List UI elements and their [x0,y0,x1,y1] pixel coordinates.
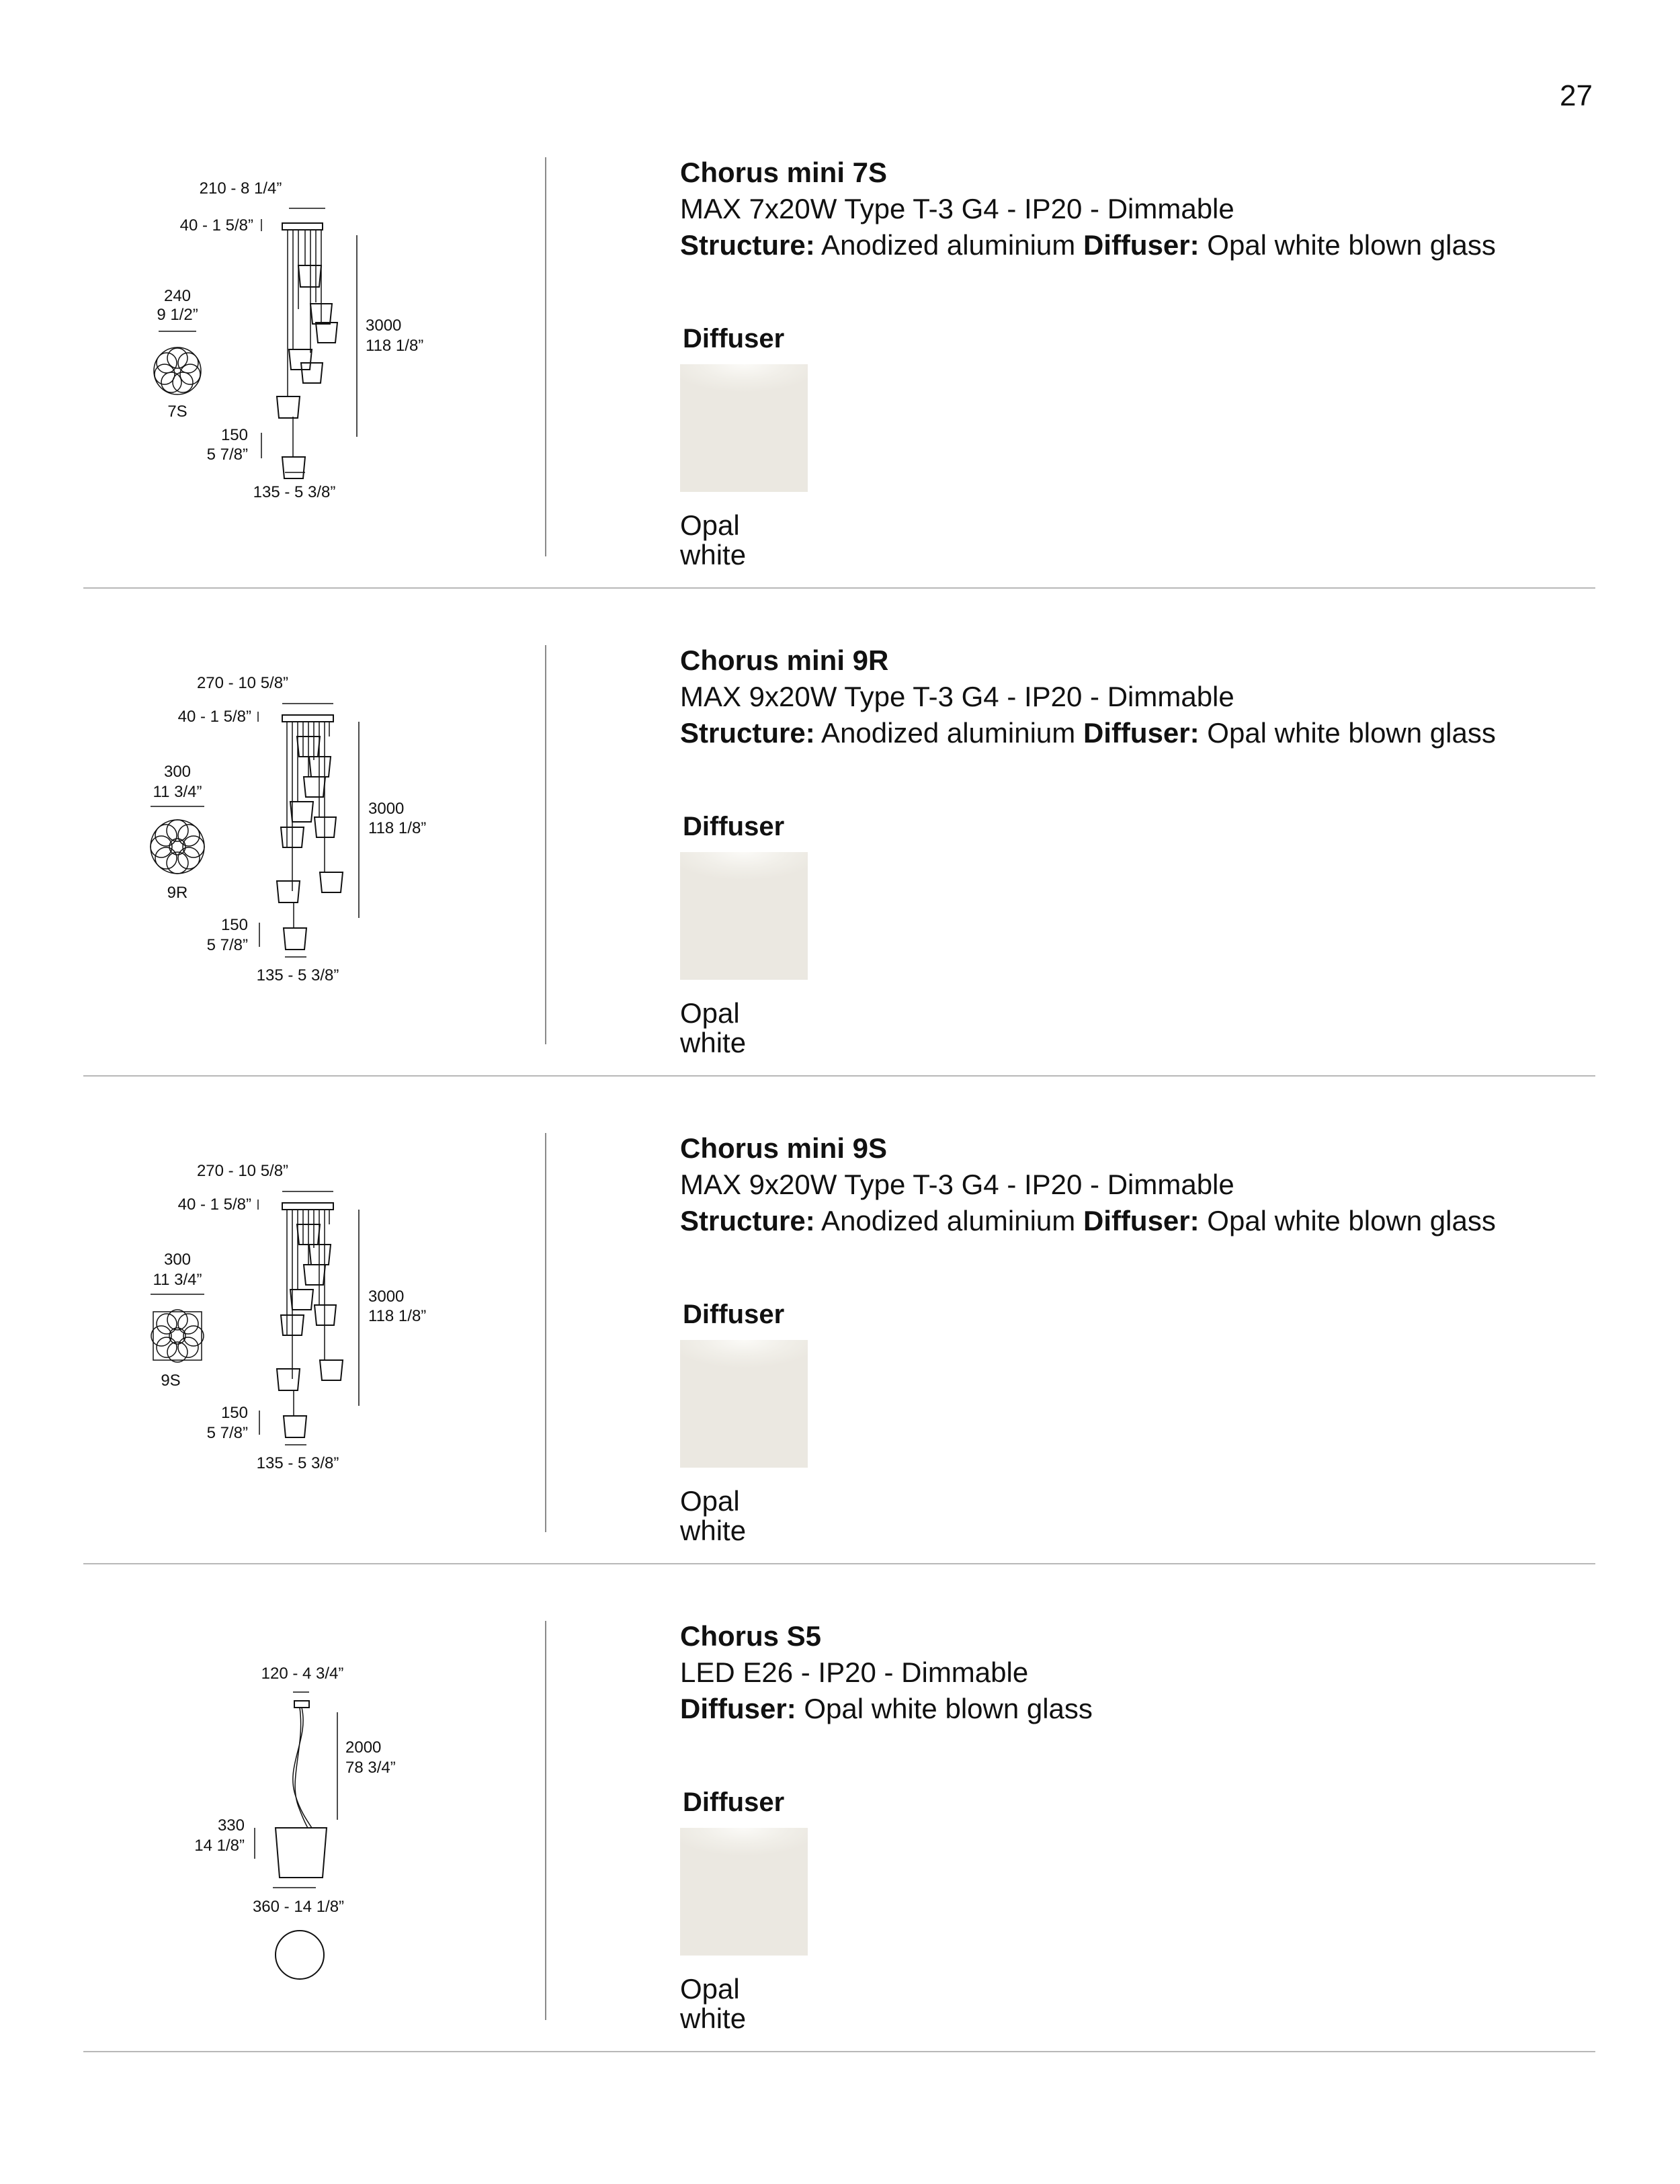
dimension-drawing [83,1077,554,1547]
diffuser-heading: Diffuser [683,1300,785,1329]
diffuser-heading: Diffuser [683,1788,785,1817]
shade-width-label: 360 - 14 1/8” [252,1898,345,1916]
diffuser-value: Opal white blown glass [796,1693,1093,1724]
product-info [680,155,1554,263]
total-height-mm: 3000 [368,800,405,818]
canopy [282,223,323,230]
pendant-shades [277,265,337,478]
cluster-top-view [151,1310,204,1362]
material-spec [680,1203,1554,1239]
shade-width-label: 135 - 5 3/8” [256,966,339,984]
canopy [282,1203,333,1210]
cluster-diameter-in: 9 1/2” [157,306,198,324]
column-divider [545,1621,546,2020]
canopy-width-label: 270 - 10 5/8” [196,1162,289,1180]
diffuser-swatch [680,1828,808,1956]
dimension-drawing [83,589,554,1059]
diffuser-heading: Diffuser [683,812,785,841]
swatch-name: Opal white [680,997,747,1058]
shade-top-view [276,1931,324,1979]
cluster-top-view [154,347,201,394]
structure-value: Anodized aluminium [814,717,1083,749]
canopy-width-label: 270 - 10 5/8” [196,674,289,692]
power-spec: MAX 7x20W Type T-3 G4 - IP20 - Dimmable [680,193,1234,224]
swatch-name: Opal white [680,1485,747,1546]
product-title: Chorus mini 9R [680,644,889,676]
shade-height-mm: 150 [220,916,248,934]
product-title: Chorus mini 9S [680,1132,888,1164]
shade-height-in: 5 7/8” [206,446,248,464]
canopy [294,1701,309,1708]
structure-value: Anodized aluminium [814,229,1083,261]
page-number: 27 [1560,79,1593,112]
power-spec: MAX 9x20W Type T-3 G4 - IP20 - Dimmable [680,1169,1234,1200]
product-chorus-mini-9s [83,1077,1595,1564]
material-spec [680,1691,1554,1727]
column-divider [545,1133,546,1532]
product-info [680,642,1554,751]
product-chorus-s5 [83,1564,1595,2052]
diffuser-inline-label: Diffuser: [1083,229,1200,261]
canopy-width-label: 120 - 4 3/4” [261,1665,344,1683]
canopy-height-label: 40 - 1 5/8” [177,708,251,726]
power-spec: LED E26 - IP20 - Dimmable [680,1656,1029,1688]
shade-height-in: 14 1/8” [194,1837,245,1855]
variant-label: 9S [161,1372,181,1390]
diffuser-inline-label: Diffuser: [1083,717,1200,749]
shade-height-in: 5 7/8” [206,1424,248,1442]
cluster-diameter-in: 11 3/4” [153,1271,202,1289]
cluster-diameter-mm: 300 [163,1251,192,1269]
product-chorus-mini-7s [83,101,1595,589]
dimension-drawing [83,101,554,571]
total-height-in: 78 3/4” [345,1759,396,1777]
structure-label: Structure: [680,1205,815,1236]
section-divider [83,2051,1595,2052]
column-divider [545,645,546,1044]
diffuser-value: Opal white blown glass [1199,1205,1496,1236]
variant-label: 9R [167,884,188,902]
diffuser-value: Opal white blown glass [1199,717,1496,749]
canopy-height-label: 40 - 1 5/8” [177,1195,251,1214]
total-height-mm: 3000 [366,317,402,335]
shade-height-mm: 150 [220,426,248,444]
power-spec: MAX 9x20W Type T-3 G4 - IP20 - Dimmable [680,681,1234,712]
cluster-diameter-in: 11 3/4” [153,783,202,801]
pendant-cable [293,1708,312,1828]
total-height-in: 118 1/8” [368,819,427,837]
total-height-mm: 2000 [345,1738,382,1757]
product-title: Chorus S5 [680,1620,822,1652]
material-spec [680,715,1554,751]
swatch-name: Opal white [680,509,747,571]
variant-label: 7S [167,403,187,421]
canopy-height-label: 40 - 1 5/8” [179,216,253,235]
canopy [282,715,333,722]
diffuser-swatch [680,852,808,980]
product-chorus-mini-9r [83,589,1595,1077]
pendant-shade [276,1828,327,1878]
diffuser-swatch [680,1340,808,1468]
cluster-diameter-mm: 300 [163,763,192,781]
diffuser-inline-label: Diffuser: [1083,1205,1200,1236]
shade-height-mm: 150 [220,1404,248,1422]
shade-height-in: 5 7/8” [206,936,248,954]
cluster-top-view [151,820,204,874]
column-divider [545,157,546,556]
product-title: Chorus mini 7S [680,157,888,188]
diffuser-heading: Diffuser [683,324,785,353]
structure-value: Anodized aluminium [814,1205,1083,1236]
shade-width-label: 135 - 5 3/8” [253,483,336,501]
total-height-in: 118 1/8” [368,1307,427,1325]
structure-label: Structure: [680,229,815,261]
diffuser-value: Opal white blown glass [1199,229,1496,261]
shade-height-mm: 330 [217,1816,245,1835]
diffuser-swatch [680,364,808,492]
total-height-mm: 3000 [368,1288,405,1306]
dimension-drawing [83,1564,554,2035]
swatch-name: Opal white [680,1973,747,2034]
product-info [680,1130,1554,1239]
diffuser-inline-label: Diffuser: [680,1693,796,1724]
structure-label: Structure: [680,717,815,749]
shade-width-label: 135 - 5 3/8” [256,1454,339,1472]
canopy-width-label: 210 - 8 1/4” [199,179,282,198]
product-info [680,1618,1554,1727]
material-spec [680,227,1554,263]
total-height-in: 118 1/8” [366,337,424,355]
cluster-diameter-mm: 240 [163,287,192,305]
